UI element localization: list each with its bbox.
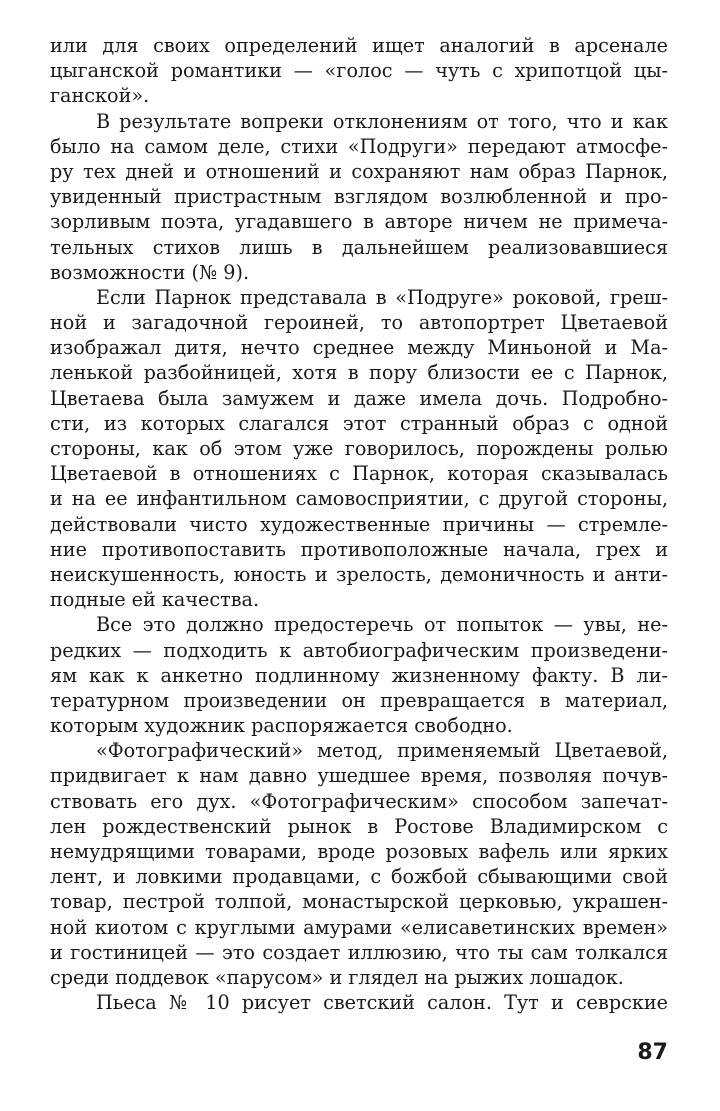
paragraph: [50, 285, 668, 612]
text-line: тературном произведении он превращается в материал,: [50, 688, 668, 712]
text-line: ной и загадочной героиней, то автопортрет Цветаевой: [50, 311, 668, 335]
text-line: редких — подходить к автобиографическим произведени-: [50, 638, 668, 662]
paragraph: [50, 738, 668, 990]
text-line: было на самом деле, стихи «Подруги» передают атмосфе-: [50, 134, 668, 158]
text-line: и на ее инфантильном самовосприятии, с другой стороны,: [50, 487, 668, 511]
text-line: ленькой разбойницей, хотя в пору близости ее с Парнок,: [50, 361, 668, 385]
text-line: ганской».: [50, 84, 150, 108]
text-line: неискушенность, юность и зрелость, демоничность и анти-: [50, 562, 668, 586]
text-line: или для своих определений ищет аналогий в арсенале: [50, 34, 668, 57]
text-line: ной киотом с круглыми амурами «елисаветинских времен»: [50, 915, 668, 939]
text-line: Все это должно предостеречь от попыток — увы, не-: [96, 613, 668, 637]
paragraph: [50, 990, 668, 1015]
text-line: увиденный пристрастным взглядом возлюбленной и про-: [50, 185, 668, 209]
text-line: лент, и ловкими продавцами, с божбой сбывающими свой: [50, 865, 668, 889]
text-line: Пьеса № 10 рисует светский салон. Тут и севрские: [96, 991, 668, 1015]
text-line: стороны, как об этом уже говорилось, порождены ролью: [50, 437, 668, 460]
text-line: Цветаева была замужем и даже имела дочь. Подробно-: [50, 386, 668, 410]
text-line: «Фотографический» метод, применяемый Цветаевой,: [96, 739, 668, 763]
text-line: которым художник распоряжается свободно.: [50, 714, 513, 738]
text-line: Если Парнок представала в «Подруге» роковой, греш-: [96, 285, 668, 309]
text-line: действовали чисто художественные причины — стремле-: [50, 512, 668, 536]
text-line: зорливым поэта, угадавшего в авторе ничем не примеча-: [50, 210, 668, 234]
text-line: сти, из которых слагался этот странный образ с одной: [50, 411, 668, 435]
paragraph: [50, 33, 668, 109]
text-line: цыганской романтики — «голос — чуть с хрипотцой цы-: [50, 59, 668, 83]
text-line: ствовать его дух. «Фотографическим» способом запечат-: [50, 789, 668, 813]
text-line: лен рождественский рынок в Ростове Владимирском с: [50, 814, 668, 838]
text-line: В результате вопреки отклонениям от того, что и как: [96, 109, 668, 133]
text-line: немудрящими товарами, вроде розовых вафель или ярких: [50, 840, 668, 863]
text-line: ям как к анкетно подлинному жизненному факту. В ли-: [50, 663, 668, 687]
text-line: ние противопоставить противоположные начала, грех и: [50, 537, 668, 561]
text-line: и гостиницей — это создает иллюзию, что ты сам толкался: [50, 940, 668, 964]
paragraph: [50, 109, 668, 285]
text-line: подные ей качества.: [50, 588, 260, 612]
text-line: придвигает к нам давно ушедшее время, позволяя почув-: [50, 764, 668, 788]
text-line: ру тех дней и отношений и сохраняют нам образ Парнок,: [50, 159, 668, 183]
text-line: товар, пестрой толпой, монастырской церковью, украшен-: [50, 890, 668, 914]
text-line: среди поддевок «парусом» и глядел на рыжих лошадок.: [50, 965, 624, 989]
text-line: возможности (№ 9).: [50, 260, 250, 284]
paragraph: [50, 612, 668, 738]
text-line: Цветаевой в отношениях с Парнок, которая сказывалась: [50, 462, 668, 486]
body-text: [50, 33, 668, 1015]
page-number: 87: [637, 1040, 668, 1065]
text-line: изображал дитя, нечто среднее между Миньоной и Ма-: [50, 336, 668, 360]
text-line: тельных стихов лишь в дальнейшем реализовавшиеся: [50, 235, 668, 259]
